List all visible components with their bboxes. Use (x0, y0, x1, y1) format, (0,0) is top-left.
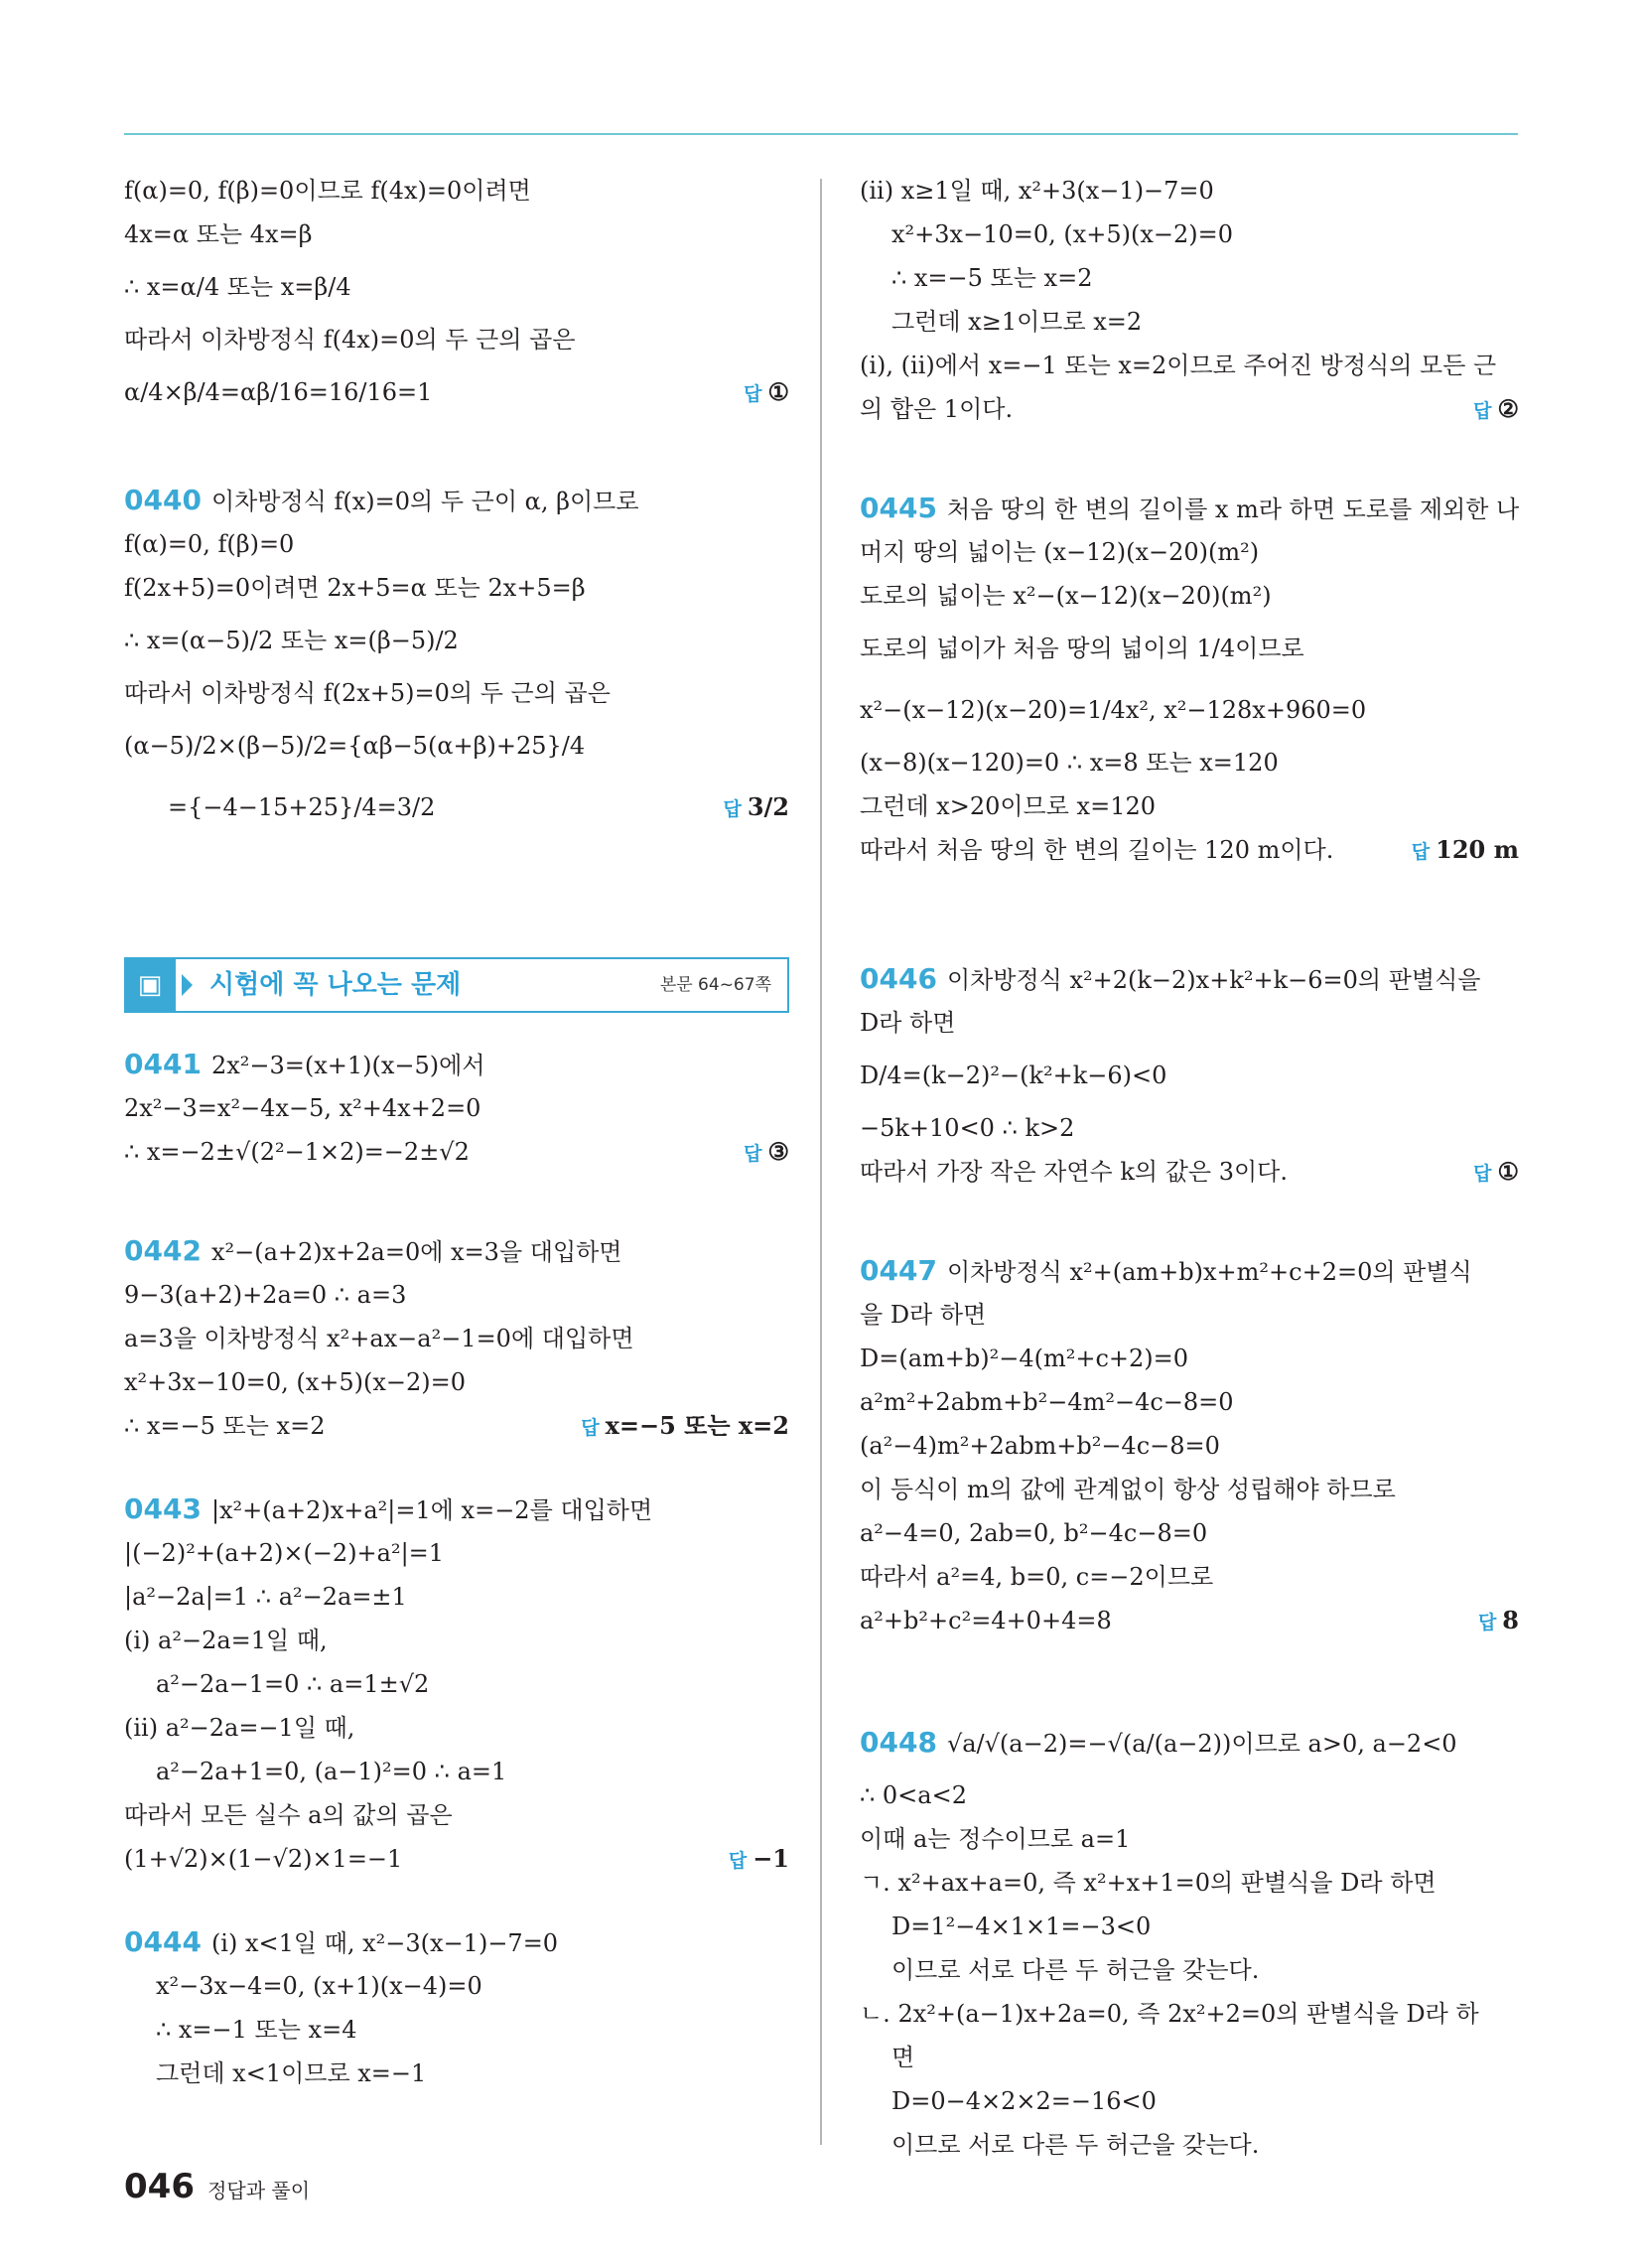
text-line: f(α)=0, f(β)=0 (124, 530, 295, 558)
text-line (860, 487, 1519, 530)
text-line: x²−3x−4=0, (x+1)(x−4)=0 (156, 1972, 482, 2000)
answer-value: 8 (1502, 1606, 1519, 1634)
text-line: f(2x+5)=0이려면 2x+5=α 또는 2x+5=β (124, 574, 586, 602)
text-span: 이차방정식 x²+(am+b)x+m²+c+2=0의 판별식 (946, 1258, 1472, 1286)
answer-tag: 답 (723, 798, 742, 820)
problem-number: 0445 (860, 492, 937, 524)
problem-number: 0441 (124, 1048, 202, 1080)
answer-line (124, 777, 789, 838)
text-line: a²m²+2abm+b²−4m²−4c−8=0 (860, 1388, 1234, 1416)
answer-line (124, 1837, 789, 1881)
problem-number: 0444 (124, 1925, 202, 1958)
answer (744, 361, 789, 425)
text-line: 도로의 넓이는 x²−(x−12)(x−20)(m²) (860, 582, 1272, 610)
text-line: α/4×β/4=αβ/16=16/16=1 (124, 378, 433, 406)
answer-tag: 답 (728, 1850, 748, 1872)
text-line: 을 D라 하면 (860, 1301, 987, 1329)
text-line: ∴ x=−5 또는 x=2 (891, 264, 1093, 292)
text-line (860, 1249, 1519, 1293)
section-banner (124, 957, 789, 1013)
text-line: (ii) a²−2a=−1일 때, (124, 1714, 355, 1742)
text-line: (a²−4)m²+2abm+b²−4c−8=0 (860, 1432, 1220, 1460)
text-line: x²+3x−10=0, (x+5)(x−2)=0 (124, 1368, 467, 1396)
solution-0448 (860, 1712, 1519, 2167)
answer-value: 120 m (1436, 835, 1519, 864)
text-span: 이차방정식 x²+2(k−2)x+k²+k−6=0의 판별식을 (946, 966, 1481, 994)
text-line: ∴ x=−2±√(2²−1×2)=−2±√2 (124, 1138, 470, 1166)
problem-number: 0442 (124, 1234, 202, 1267)
answer-line (124, 1404, 789, 1448)
solution-0441 (124, 1043, 789, 1174)
arrow-right-icon (182, 974, 193, 996)
answer-tag: 답 (1473, 400, 1492, 422)
text-line: D=1²−4×1×1=−3<0 (891, 1913, 1152, 1940)
spacer (124, 1881, 789, 1920)
text-line: 9−3(a+2)+2a=0 ∴ a=3 (124, 1281, 407, 1309)
text-line: ={−4−15+25}/4=3/2 (168, 793, 436, 821)
text-line: 따라서 이차방정식 f(4x)=0의 두 근의 곱은 (124, 326, 576, 354)
page-number: 046 (124, 2167, 195, 2206)
text-line: ∴ x=−5 또는 x=2 (124, 1412, 326, 1440)
text-line: ∴ x=(α−5)/2 또는 x=(β−5)/2 (124, 627, 459, 654)
answer (729, 1837, 789, 1883)
text-span: 이차방정식 f(x)=0의 두 근이 α, β이므로 (210, 488, 639, 515)
answer (581, 1404, 789, 1450)
text-line: 따라서 모든 실수 a의 값의 곱은 (124, 1801, 453, 1829)
text-line: ㄴ. 2x²+(a−1)x+2a=0, 즉 2x²+2=0의 판별식을 D라 하 (860, 2000, 1479, 2028)
text-line: ∴ x=α/4 또는 x=β/4 (124, 273, 351, 301)
text-line: 4x=α 또는 4x=β (124, 220, 313, 248)
text-line: 따라서 a²=4, b=0, c=−2이므로 (860, 1563, 1214, 1591)
text-line: (ii) x≥1일 때, x²+3(x−1)−7=0 (860, 177, 1214, 205)
header-rule (124, 133, 1518, 135)
text-line (124, 479, 789, 522)
text-line: a=3을 이차방정식 x²+ax−a²−1=0에 대입하면 (124, 1325, 634, 1352)
solution-0445 (860, 487, 1519, 872)
text-line (124, 1488, 789, 1531)
answer-line (124, 361, 789, 423)
text-span: |x²+(a+2)x+a²|=1에 x=−2를 대입하면 (210, 1496, 653, 1524)
text-line: 의 합은 1이다. (860, 395, 1014, 423)
answer-tag: 답 (1411, 841, 1431, 863)
answer-value: −1 (753, 1844, 789, 1873)
answer-tag: 답 (581, 1417, 600, 1439)
text-span: (i) x<1일 때, x²−3(x−1)−7=0 (210, 1929, 559, 1957)
spacer (860, 1194, 1519, 1249)
text-line: 따라서 처음 땅의 한 변의 길이는 120 m이다. (860, 836, 1334, 864)
answer (1473, 387, 1519, 433)
text-line: 2x²−3=x²−4x−5, x²+4x+2=0 (124, 1094, 481, 1122)
text-line: 따라서 이차방정식 f(2x+5)=0의 두 근의 곱은 (124, 679, 611, 707)
text-line: 머지 땅의 넓이는 (x−12)(x−20)(m²) (860, 538, 1260, 566)
text-line: 그런데 x≥1이므로 x=2 (891, 308, 1143, 336)
answer-tag: 답 (1477, 1612, 1497, 1633)
spacer (124, 1174, 789, 1229)
text-line: |a²−2a|=1 ∴ a²−2a=±1 (124, 1583, 407, 1611)
text-line: 이때 a는 정수이므로 a=1 (860, 1825, 1131, 1853)
answer (1473, 1150, 1519, 1196)
text-span: 2x²−3=(x+1)(x−5)에서 (210, 1052, 485, 1079)
text-line: D라 하면 (860, 1009, 956, 1037)
text-line: −5k+10<0 ∴ k>2 (860, 1114, 1075, 1142)
text-line: 이 등식이 m의 값에 관계없이 항상 성립해야 하므로 (860, 1476, 1396, 1503)
solution-0444-continued (860, 169, 1519, 431)
section-title: 시험에 꼭 나오는 문제 (209, 970, 462, 1000)
text-line: x²+3x−10=0, (x+5)(x−2)=0 (891, 220, 1234, 248)
text-line: (x−8)(x−120)=0 ∴ x=8 또는 x=120 (860, 749, 1279, 777)
answer-tag: 답 (744, 383, 762, 405)
text-line: 그런데 x>20이므로 x=120 (860, 792, 1156, 820)
answer-value: ③ (767, 1137, 789, 1166)
page-footer (124, 2167, 310, 2206)
text-line: ∴ x=−1 또는 x=4 (156, 2016, 357, 2044)
spacer (860, 1642, 1519, 1712)
solution-0444 (124, 1920, 789, 2095)
text-line (860, 1712, 1519, 1773)
problem-number: 0446 (860, 962, 937, 995)
text-line: ㄱ. x²+ax+a=0, 즉 x²+x+1=0의 판별식을 D라 하면 (860, 1869, 1437, 1897)
text-line: 따라서 가장 작은 자연수 k의 값은 3이다. (860, 1158, 1288, 1186)
answer-line (860, 387, 1519, 431)
answer-line (860, 828, 1519, 872)
answer-line (860, 1599, 1519, 1642)
text-line: |(−2)²+(a+2)×(−2)+a²|=1 (124, 1539, 445, 1567)
text-line (124, 1043, 789, 1086)
text-span: x²−(a+2)x+2a=0에 x=3을 대입하면 (210, 1238, 622, 1266)
answer (1478, 1599, 1519, 1644)
spacer (860, 431, 1519, 487)
text-span: √a/√(a−2)=−√(a/(a−2))이므로 a>0, a−2<0 (946, 1730, 1457, 1758)
text-line (124, 1920, 789, 1964)
text-line: a²−2a−1=0 ∴ a=1±√2 (156, 1670, 430, 1698)
text-line: 도로의 넓이가 처음 땅의 넓이의 1/4이므로 (860, 635, 1304, 662)
problem-number: 0447 (860, 1254, 937, 1287)
text-line: ∴ 0<a<2 (860, 1781, 967, 1809)
answer-value: ① (1497, 1157, 1519, 1186)
problem-number: 0448 (860, 1726, 937, 1759)
solution-0440 (124, 479, 789, 838)
answer-value: ① (767, 377, 789, 406)
solution-0443 (124, 1488, 789, 1881)
text-line: D=(am+b)²−4(m²+c+2)=0 (860, 1345, 1189, 1372)
text-line: 그런데 x<1이므로 x=−1 (156, 2059, 427, 2087)
text-line: (α−5)/2×(β−5)/2={αβ−5(α+β)+25}/4 (124, 732, 586, 760)
text-line: D=0−4×2×2=−16<0 (891, 2087, 1157, 2115)
solution-0442 (124, 1229, 789, 1448)
text-span: 처음 땅의 한 변의 길이를 x m라 하면 도로를 제외한 나 (946, 496, 1520, 523)
text-line (124, 1229, 789, 1273)
text-line: (1+√2)×(1−√2)×1=−1 (124, 1845, 403, 1873)
text-line: 이므로 서로 다른 두 허근을 갖는다. (891, 2131, 1260, 2159)
spacer (124, 838, 789, 957)
solution-0447 (860, 1249, 1519, 1642)
answer-line (124, 1130, 789, 1174)
left-column (124, 169, 789, 2095)
page-reference: 본문 64~67쪽 (659, 975, 771, 995)
answer (1412, 828, 1519, 874)
solution-0439-continued (124, 169, 789, 423)
solution-0446 (860, 957, 1519, 1194)
problem-number: 0440 (124, 484, 202, 516)
spacer (124, 423, 789, 479)
text-line: D/4=(k−2)²−(k²+k−6)<0 (860, 1062, 1167, 1089)
text-line: 면 (891, 2044, 915, 2071)
text-line (860, 957, 1519, 1001)
text-line: f(α)=0, f(β)=0이므로 f(4x)=0이려면 (124, 177, 531, 205)
problem-number: 0443 (124, 1492, 202, 1525)
text-line: (i), (ii)에서 x=−1 또는 x=2이므로 주어진 방정식의 모든 근 (860, 352, 1497, 379)
answer-line (860, 1150, 1519, 1194)
right-column (860, 169, 1519, 2167)
answer-value: x=−5 또는 x=2 (605, 1411, 789, 1440)
text-line: a²+b²+c²=4+0+4=8 (860, 1607, 1112, 1634)
text-line: 이므로 서로 다른 두 허근을 갖는다. (891, 1956, 1260, 1984)
text-line: (i) a²−2a=1일 때, (124, 1627, 328, 1654)
spacer (860, 872, 1519, 957)
text-line: a²−4=0, 2ab=0, b²−4c−8=0 (860, 1519, 1208, 1547)
answer-tag: 답 (1473, 1163, 1492, 1185)
footer-label: 정답과 풀이 (207, 2179, 311, 2202)
answer (723, 777, 789, 840)
answer-tag: 답 (744, 1143, 762, 1165)
column-divider (820, 179, 822, 2145)
text-line: a²−2a+1=0, (a−1)²=0 ∴ a=1 (156, 1758, 507, 1785)
answer-value: 3/2 (747, 792, 789, 821)
spacer (124, 1448, 789, 1488)
answer-value: ② (1497, 394, 1519, 423)
book-icon: ▣ (124, 959, 176, 1011)
answer (744, 1130, 789, 1176)
text-line: x²−(x−12)(x−20)=1/4x², x²−128x+960=0 (860, 696, 1367, 724)
